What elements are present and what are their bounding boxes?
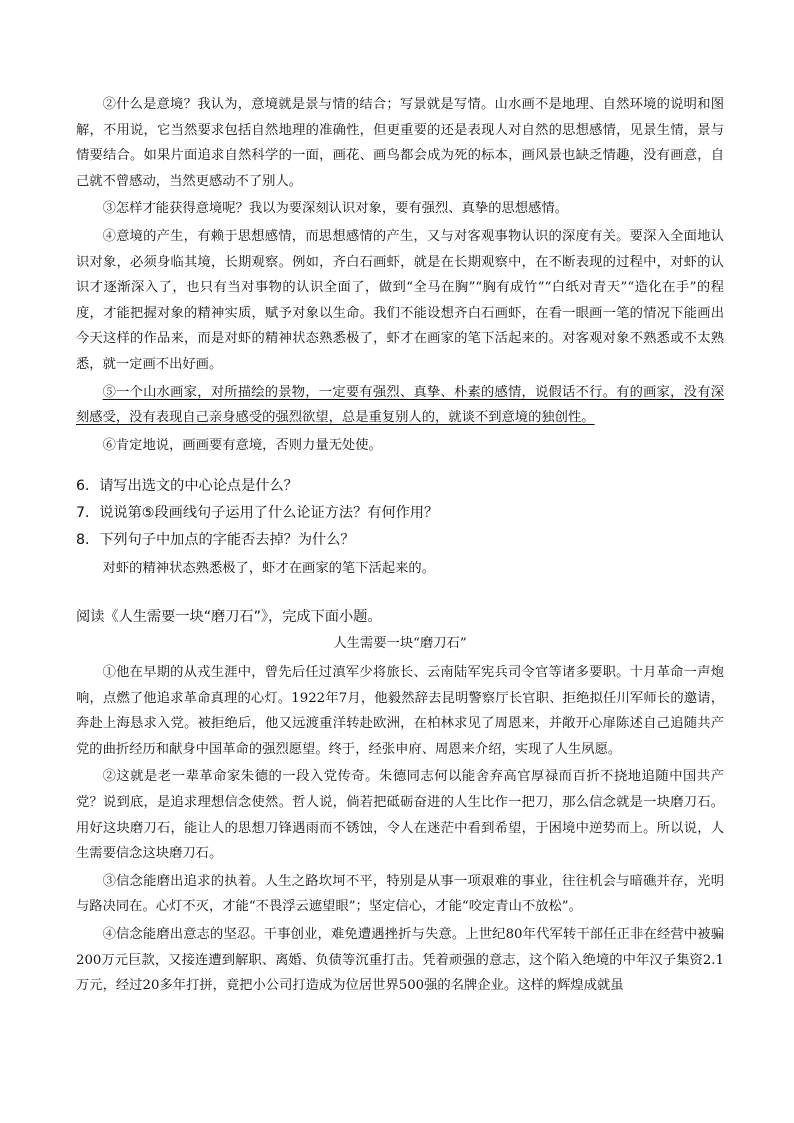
paragraph-5 — [76, 380, 724, 431]
question-8: 8．下列句子中加点的字能否去掉？为什么？ — [76, 532, 355, 548]
question-7: 7．说说第⑤段画线句子运用了什么论证方法？有何作用？ — [76, 505, 439, 521]
passage2-paragraph-4: ④信念能磨出意志的坚忍。干事创业，难免遭遇挫折与失意。上世纪80年代军转干部任正非在经营中被骗200万元巨款，又接连遭到解职、离婚、负债等沉重打击。凭着顽强的意志，这个陷入绝境的中年汉子集资2.1万元，经过20多年打拼，竟把小公司打造成为位居世界500强的名牌企业。这样的辉煌成就虽 — [76, 926, 724, 994]
passage2-paragraph-3: ③信念能磨出追求的执着。人生之路坎坷不平，特别是从事一项艰难的事业，往往机会与暗礁并存，光明与路决同在。心灯不灭，才能“不畏浮云遮望眼”；坚定信心，才能“咬定青山不放松”。 — [76, 873, 724, 915]
passage-one — [76, 92, 724, 458]
underlined-sentence: ⑤一个山水画家，对所描绘的景物，一定要有强烈、真挚、朴素的感情，说假话不行。有的画家，没有深刻感受，没有表现自己亲身感受的强烈欲望，总是重复别人的，就谈不到意境的独创性。 — [76, 384, 724, 426]
paragraph-3: ③怎样才能获得意境呢？我以为要深刻认识对象，要有强烈、真挚的思想感情。 — [102, 201, 568, 217]
passage-two — [76, 604, 724, 999]
example-sentence: 对虾的精神状态熟悉极了，虾才在画家的笔下活起来的。 — [102, 561, 436, 576]
passage2-paragraph-1: ①他在早期的从戎生涯中，曾先后任过滇军少将旅长、云南陆军宪兵司令官等诸多要职。十月革命一声炮响，点燃了他追求革命真理的心灯。1922年7月，他毅然辞去昆明警察厅长官职、拒绝拟任川军师长的邀请，奔赴上海恳求入党。被拒绝后，他又远渡重洋转赴欧洲，在柏林求见了周恩来，并敞开心扉陈述自己追随共产党的曲折经历和献身中国革命的强烈愿望。终于，经张申府、周恩来介绍，实现了人生夙愿。 — [76, 665, 724, 757]
question-6: 6．请写出选文的中心论点是什么？ — [76, 478, 298, 494]
passage-title: 人生需要一块“磨刀石” — [333, 636, 467, 651]
paragraph-4: ④意境的产生，有赖于思想感情，而思想感情的产生，又与对客观事物认识的深度有关。要深入全面地认识对象，必须身临其境，长期观察。例如，齐白石画虾，就是在长期观察中，在不断表现的过程中，对虾的认识才逐渐深入了，也只有当对事物的认识全面了，做到“全马在胸”“胸有成竹”“白纸对青天”“造化在手”的程度，才能把握对象的精神实质，赋予对象以生命。我们不能设想齐白石画虾，在看一眼画一笔的情况下能画出今天这样的作品来，而是对虾的精神状态熟悉极了，虾才在画家的笔下活起来的。对客观对象不熟悉或不太熟悉，就一定画不出好画。 — [76, 228, 724, 372]
reading-instruction: 阅读《人生需要一块“磨刀石”》，完成下面小题。 — [76, 609, 382, 625]
paragraph-2: ②什么是意境？我认为，意境就是景与情的结合；写景就是写情。山水画不是地理、自然环境的说明和图解，不用说，它当然要求包括自然地理的准确性，但更重要的还是表现人对自然的思想感情，见景生情，景与情要结合。如果片面追求自然科学的一面，画花、画鸟都会成为死的标本，画风景也缺乏情趣，没有画意，自己就不曾感动，当然更感动不了别人。 — [76, 97, 724, 189]
passage2-paragraph-2: ②这就是老一辈革命家朱德的一段入党传奇。朱德同志何以能舍弃高官厚禄而百折不挠地追随中国共产党？说到底，是追求理想信念使然。哲人说，倘若把砥砺奋进的人生比作一把刀，那么信念就是一块磨刀石。用好这块磨刀石，能让人的思想刀锋遇雨而不锈蚀，令人在迷茫中看到希望，于困境中逆势而上。所以说，人生需要信念这块磨刀石。 — [76, 769, 724, 862]
paragraph-6: ⑥肯定地说，画画要有意境，否则力量无处使。 — [102, 437, 382, 453]
question-list — [76, 473, 724, 582]
